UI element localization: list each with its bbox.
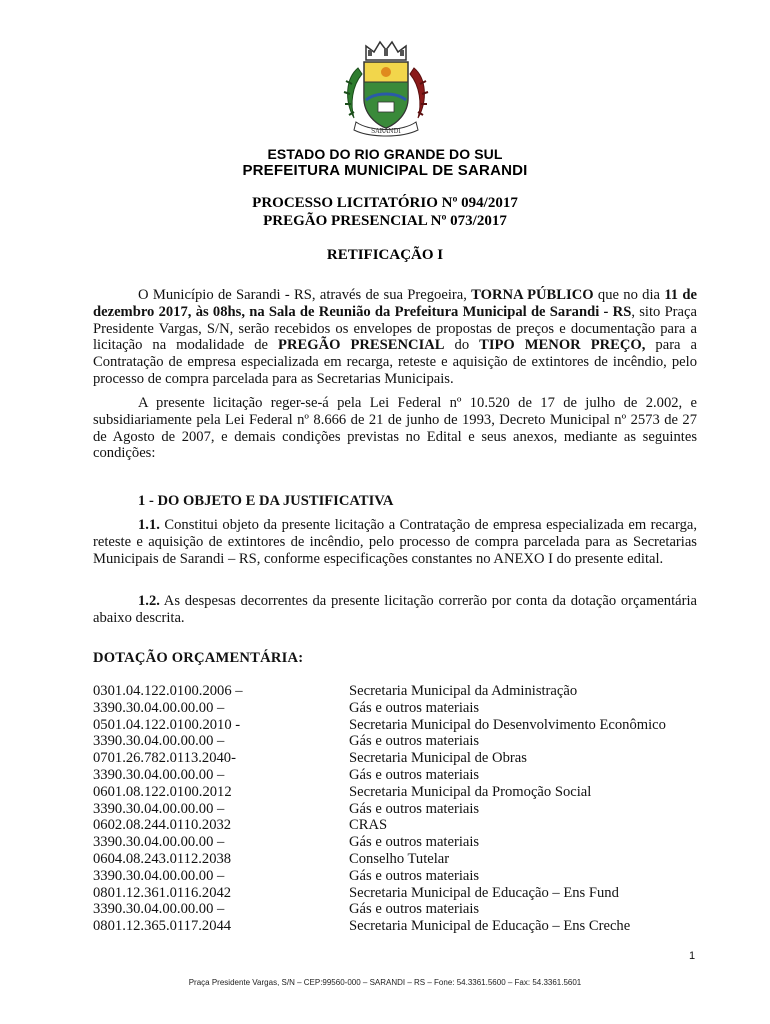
retificacao-title: RETIFICAÇÃO I: [326, 247, 444, 263]
item-1-2: 1.2. As despesas decorrentes da presente licitação correrão por conta da dotação orçamentária abaixo descrita.: [93, 593, 697, 626]
legal-basis-paragraph: A presente licitação reger-se-á pela Lei Federal nº 10.520 de 17 de julho de 2.002, e subsidiariamente pela Lei Federal nº 8.666 de 21 de junho de 1993, Decreto Municipal nº 2573 de 27 de Agosto de 2007, e demais condições previstas no Edital e seus anexos, mediante as seguintes condições:: [93, 395, 697, 462]
footer-address: Praça Presidente Vargas, S/N – CEP:99560-000 – SARANDI – RS – Fone: 54.3361.5600 – Fax: 54.3361.5601: [188, 978, 582, 987]
list-item: 0701.26.782.0113.2040- Secretaria Municipal de Obras: [93, 750, 527, 767]
coat-of-arms-icon: [340, 38, 432, 138]
dotacao-list: [93, 683, 733, 935]
list-item: 0301.04.122.0100.2006 – Secretaria Municipal da Administração: [93, 683, 578, 699]
pregao-title: PREGÃO PRESENCIAL Nº 073/2017: [263, 213, 507, 229]
list-item: 0801.12.361.0116.2042 Secretaria Municipal de Educação – Ens Fund: [93, 884, 619, 901]
dotacao-heading: DOTAÇÃO ORÇAMENTÁRIA:: [93, 650, 304, 666]
section-heading-objeto: 1 - DO OBJETO E DA JUSTIFICATIVA: [138, 493, 394, 509]
intro-paragraph: O Município de Sarandi - RS, através de sua Pregoeira, TORNA PÚBLICO que no dia 11 de dezembro 2017, às 08hs, na Sala de Reunião da Prefeitura Municipal de Sarandi - RS, sito Praça Presidente Vargas, S/N, serão recebidos os envelopes de propostas de preços e documentação para a licitação na modalidade de PREGÃO PRESENCIAL do TIPO MENOR PREÇO, para a Contratação de empresa especializada em recarga, reteste e aquisição de extintores de incêndio, pelo processo de compra parcelada para as Secretarias Municipais.: [93, 287, 698, 387]
list-item: 0602.08.244.0110.2032 CRAS: [93, 817, 388, 834]
list-item: 3390.30.04.00.00.00 – Gás e outros materiais: [93, 901, 480, 918]
list-item: 3390.30.04.00.00.00 – Gás e outros materiais: [93, 699, 480, 716]
page-number: 1: [689, 950, 696, 962]
list-item: 3390.30.04.00.00.00 – Gás e outros materiais: [93, 800, 480, 817]
municipality-name: PREFEITURA MUNICIPAL DE SARANDI: [242, 162, 528, 179]
list-item: 3390.30.04.00.00.00 – Gás e outros materiais: [93, 733, 480, 750]
svg-text:SARANDI: SARANDI: [371, 128, 401, 135]
state-name: ESTADO DO RIO GRANDE DO SUL: [267, 146, 503, 162]
list-item: 3390.30.04.00.00.00 – Gás e outros materiais: [93, 867, 480, 884]
list-item: 0801.12.365.0117.2044 Secretaria Municipal de Educação – Ens Creche: [93, 918, 631, 935]
processo-title: PROCESSO LICITATÓRIO Nº 094/2017: [252, 195, 518, 211]
list-item: 0601.08.122.0100.2012 Secretaria Municipal da Promoção Social: [93, 783, 592, 800]
list-item: 0501.04.122.0100.2010 - Secretaria Municipal do Desenvolvimento Econômico: [93, 716, 666, 733]
item-1-1: 1.1. Constitui objeto da presente licitação a Contratação de empresa especializada em recarga, reteste e aquisição de extintores de incêndio, pelo processo de compra parcelada para as Secretarias Municipais de Sarandi – RS, conforme especificações constantes no ANEXO I do presente edital.: [93, 517, 697, 567]
list-item: 3390.30.04.00.00.00 – Gás e outros materiais: [93, 834, 480, 851]
list-item: 0604.08.243.0112.2038 Conselho Tutelar: [93, 850, 450, 867]
list-item: 3390.30.04.00.00.00 – Gás e outros materiais: [93, 766, 480, 783]
